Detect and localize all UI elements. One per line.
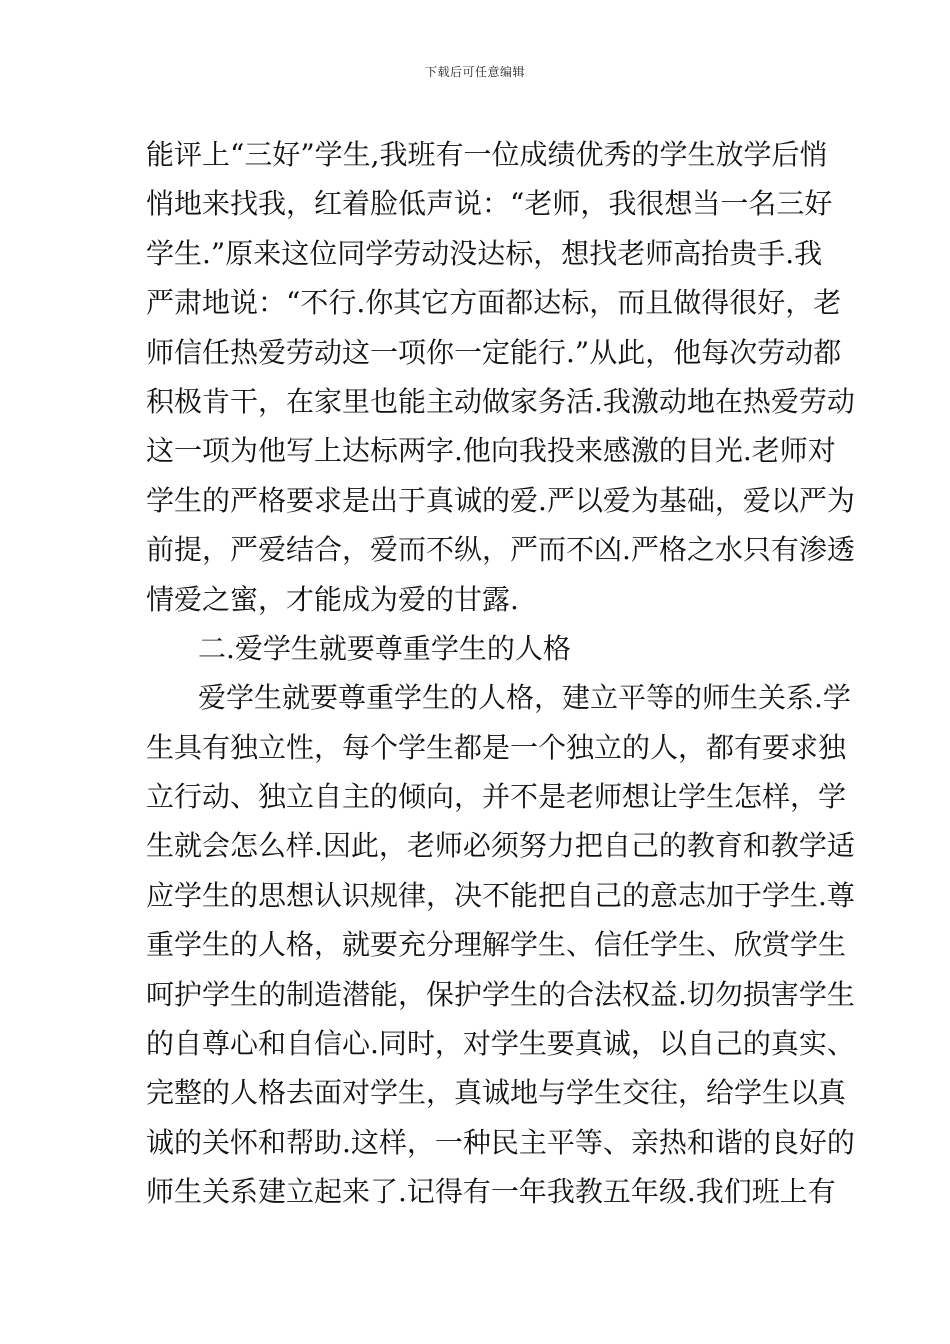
text-line: 的自尊心和自信心.同时，对学生要真诚，以自己的真实、 bbox=[146, 1027, 855, 1061]
text-line: 能评上“三好”学生,我班有一位成绩优秀的学生放学后悄 bbox=[146, 138, 828, 171]
text-line: 呵护学生的制造潜能，保护学生的合法权益.切勿损害学生 bbox=[146, 977, 855, 1011]
text-line: 完整的人格去面对学生，真诚地与学生交往，给学生以真 bbox=[146, 1076, 847, 1110]
text-line: 生具有独立性，每个学生都是一个独立的人，都有要求独 bbox=[146, 730, 847, 764]
text-line: 前提，严爱结合，爱而不纵，严而不凶.严格之水只有渗透 bbox=[146, 533, 855, 567]
text-line: 学生.”原来这位同学劳动没达标，想找老师高抬贵手.我 bbox=[146, 236, 823, 270]
text-line: 积极肯干，在家里也能主动做家务活.我激动地在热爱劳动 bbox=[146, 384, 855, 418]
text-line: 应学生的思想认识规律，决不能把自己的意志加于学生.尊 bbox=[146, 878, 855, 912]
text-line: 这一项为他写上达标两字.他向我投来感激的目光.老师对 bbox=[146, 434, 836, 468]
page-header: 下载后可任意编辑 bbox=[424, 65, 525, 79]
text-line: 重学生的人格，就要充分理解学生、信任学生、欣赏学生 bbox=[146, 928, 847, 962]
text-line: 爱学生就要尊重学生的人格，建立平等的师生关系.学 bbox=[198, 681, 851, 715]
text-line: 学生的严格要求是出于真诚的爱.严以爱为基础，爱以严为 bbox=[146, 483, 855, 517]
document-body bbox=[146, 130, 855, 1217]
text-line: 师信任热爱劳动这一项你一定能行.”从此，他每次劳动都 bbox=[146, 335, 842, 369]
section-heading: 二.爱学生就要尊重学生的人格 bbox=[198, 631, 571, 665]
text-line: 生就会怎么样.因此，老师必须努力把自己的教育和教学适 bbox=[146, 829, 855, 863]
text-line: 立行动、独立自主的倾向，并不是老师想让学生怎样，学 bbox=[146, 780, 847, 814]
text-line: 情爱之蜜，才能成为爱的甘露. bbox=[146, 582, 519, 616]
text-line: 悄地来找我，红着脸低声说：“老师，我很想当一名三好 bbox=[146, 187, 833, 221]
text-line: 诚的关怀和帮助.这样，一种民主平等、亲热和谐的良好的 bbox=[146, 1125, 855, 1159]
text-line: 师生关系建立起来了.记得有一年我教五年级.我们班上有 bbox=[146, 1175, 836, 1209]
text-line: 严肃地说：“不行.你其它方面都达标，而且做得很好，老 bbox=[146, 286, 842, 320]
